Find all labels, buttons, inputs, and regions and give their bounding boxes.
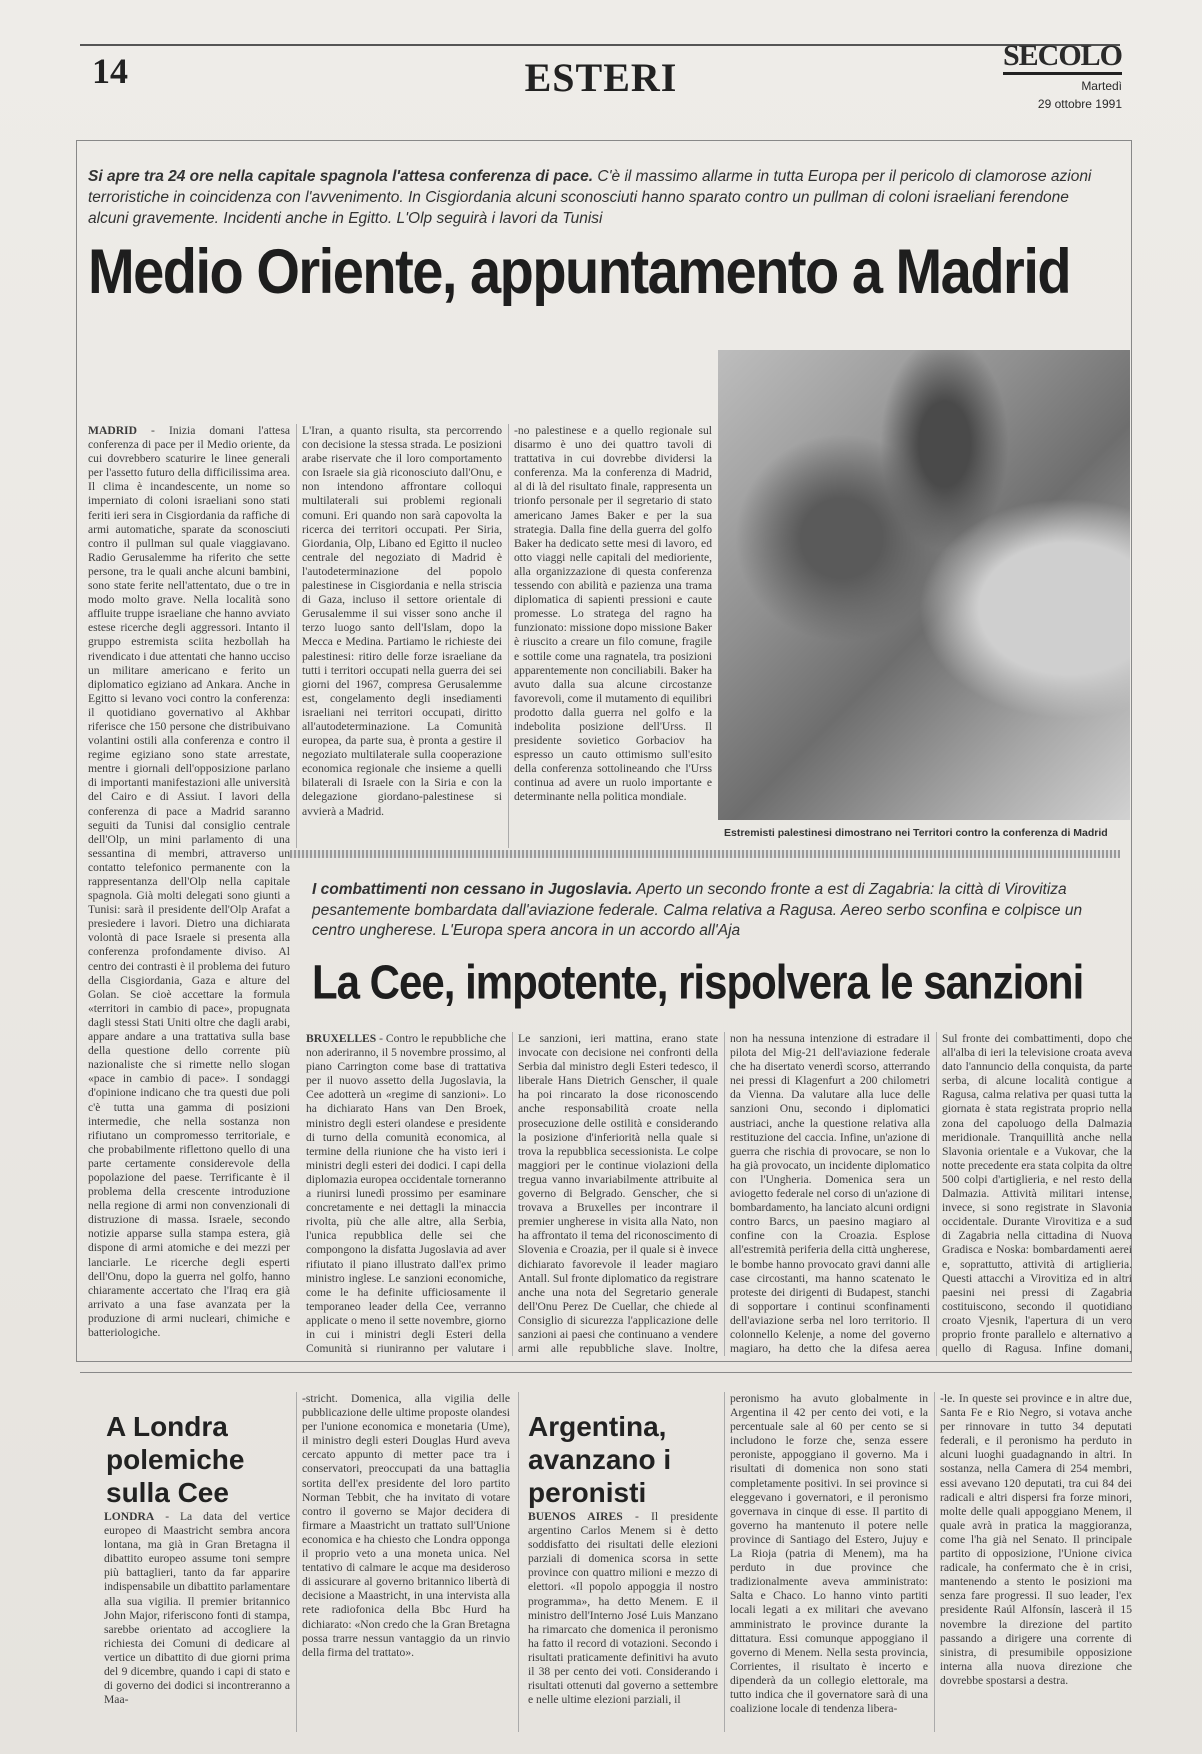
masthead-logo	[1003, 40, 1122, 111]
story1-headline: Medio Oriente, appuntamento a Madrid	[88, 236, 1071, 307]
story4-dateline: BUENOS AIRES	[528, 1510, 623, 1523]
photo-caption: Estremisti palestinesi dimostrano nei Territori contro la conferenza di Madrid	[724, 827, 1108, 839]
story3-dateline: LONDRA	[104, 1510, 155, 1523]
page-number: 14	[92, 51, 128, 91]
story2-summary-text: Aperto un secondo fronte a est di Zagabria: la città di Virovitiza pesantemente bombardata dall'aviazione federale. Calma relativa a Ragusa. Aereo serbo sconfina e colpisce un centro ungherese. L'Europa spera ancora in un accordo all'Aja	[312, 881, 1083, 939]
story4-column-1	[528, 1510, 718, 1730]
story2-column-3	[730, 1032, 930, 1356]
story2-summary	[312, 880, 1092, 942]
column-divider	[724, 1392, 725, 1732]
news-photo	[718, 350, 1130, 820]
story1-column-1	[88, 424, 290, 1364]
story2-column-1	[306, 1032, 506, 1356]
story1-column-2	[302, 424, 502, 842]
story4-column-3	[940, 1392, 1132, 1730]
story3-text-1: - La data del vertice europeo di Maastricht sembra ancora lontana, ma già in Gran Bretagna il dibattito europeo assume toni sempre più battaglieri, tanto da far apparire indispensabile un dibattito parlamentare alla sua vigilia. Il premier britannico John Major, riferiscono fonti di stampa, sarebbe orientato ad accogliere la richiesta dei Comuni di dedicare al vertice un dibattito di due giorni prima del 9 dicembre, quando i capi di stato e di governo dei dodici si incontreranno a Maa-	[104, 1510, 290, 1707]
story3-column-1	[104, 1510, 290, 1730]
story4-headline: Argentina, avanzano i peronisti	[528, 1411, 672, 1508]
story4-text-3: -le. In queste sei province e in altre due, Santa Fe e Rio Negro, si votava anche per rinnovare in tutto 34 deputati federali, e il peronismo ha perduto in alcuni luoghi guadagnando in altri. In sostanza, nella Camera di 254 membri, essi avevano 120 deputati, tra cui 84 dei radicali e altri dispersi fra forze minori, molte delle quali appoggiano Menem, il quale avrà in pratica la maggioranza, come l'ha già nel Senato. Il principale partito di opposizione, l'Unione civica radicale, ha confermato che è in crisi, mantenendo a stento le posizioni ma senza fare progressi. Il suo leader, l'ex presidente Raúl Alfonsín, lascerà il 15 novembre la direzione del partito passando a dirigere una corrente di sinistra, di presumibile opposizione interna alla nuova direzione che dovrebbe spostarsi a destra.	[940, 1392, 1132, 1687]
issue-weekday: Martedì	[1081, 79, 1122, 93]
story4-text-1: - Il presidente argentino Carlos Menem si è detto soddisfatto dei risultati delle elezioni parziali di domenica scorsa in sette province con quattro milioni e mezzo di elettori. «Il popolo appoggia il nostro programma», ha detto Menem. E il ministro dell'Interno José Luis Manzano ha rimarcato che domenica il peronismo ha fatto il record di votazioni. Secondo i risultati praticamente definitivi ha avuto il 38 per cento dei voti. Considerando i risultati ottenuti dal governo a settembre e nelle ultime elezioni parziali, il	[528, 1510, 718, 1707]
column-divider	[296, 1392, 297, 1732]
story3-text-2: -stricht. Domenica, alla vigilia delle pubblicazione delle ultime proposte olandesi per l'unione economica e monetaria (Ume), il ministro degli esteri Douglas Hurd aveva cercato appunto di metter pace tra i conservatori, preoccupati da una battaglia sortita dell'ex presidente del loro partito Norman Tebbit, che ha invitato di votare contro il governo se Major decidera di firmare a Maastricht un trattato sull'Unione economica e ha chiesto che Londra opponga il proprio veto a una moneta unica. Nel tentativo di calmare le acque ma desideroso di assicurare al governo britannico libertà di decisione a Maastricht, in una intervista alla rete radiofonica della Bbc Hurd ha dichiarato: «Non credo che la Gran Bretagna possa trarre nessun vantaggio da un rinvio della firma del trattato».	[302, 1392, 510, 1659]
story2-text-1: - Contro le repubbliche che non aderiranno, il 5 novembre prossimo, al piano Carrington come base di trattativa per il nuovo assetto della Jugoslavia, la Cee adotterà un «regime di sanzioni». Lo ha dichiarato Hans van Den Broek, ministro degli esteri olandese e presidente di turno della comunità economica, al termine della riunione che ha visto ieri i ministri degli esteri dei dodici. I capi della diplomazia europea occidentale torneranno a riunirsi lunedì prossimo per esaminare concretamente e nei dettagli la minaccia rivolta, più che alle altre, alla Serbia, l'unica repubblica delle sei che compongono la disfatta Jugoslavia ad aver rifiutato il piano illustrato dall'ex primo ministro inglese. Le sanzioni economiche, come le ha definite ufficiosamente il temporaneo leader della Cee, verranno applicate o meno il sette novembre, giorno in cui i ministri degli Esteri della Comunità si riuniranno per valutare i	[306, 1032, 506, 1356]
story1-summary	[88, 166, 1102, 229]
story2-column-2	[518, 1032, 718, 1356]
column-divider	[724, 1032, 725, 1356]
section-title: ESTERI	[524, 55, 678, 100]
header-rule	[80, 44, 1120, 46]
column-divider	[934, 1392, 935, 1732]
story2-text-2: Le sanzioni, ieri mattina, erano state invocate con decisione nei confronti della Serbia dal ministro degli Esteri tedesco, il liberale Hans Dietrich Genscher, il quale ha poi rincarato la dose riconoscendo anche responsabilità croate nella prosecuzione delle ostilità e considerando la posizione d'inferiorità nella quale si trova la repubblica secessionista. Le colpe maggiori per le continue violazioni della tregua vanno invariabilmente attribuite al governo di Belgrado. Genscher, che si trovava a Bruxelles per incontrare il premier ungherese in visita alla Nato, non ha affrontato il tema del riconoscimento di Slovenia e Croazia, per il quale si è invece dichiarato favorevole il leader magiaro Antall. Sul fronte diplomatico da registrare anche una nota del Segretario generale dell'Onu Perez De Cuellar, che chiede al Consiglio di sicurezza l'applicazione delle sanzioni ai paesi che continuano a vendere armi alle repubbliche slave. Inoltre,	[518, 1032, 718, 1356]
story2-text-3: non ha nessuna intenzione di estradare il pilota del Mig-21 dell'aviazione federale che ha disertato venerdì scorso, atterrando nei pressi di Klagenfurt a 200 chilometri da Vienna. Da valutare alla luce delle sanzioni Onu, secondo i diplomatici austriaci, anche la questione relativa alla restituzione del caccia. Infine, un'azione di guerra che rischia di provocare, se non lo ha già provocato, un incidente diplomatico con l'Ungheria. Domenica sera un aviogetto federale nel corso di un'azione di bombardamento, ha lanciato alcuni ordigni contro Barcs, un paesino magiaro al confine con la Croazia. Esplose all'estremità periferia della città ungherese, le bombe hanno provocato gravi danni alle case circostanti, ma hanno scatenato le proteste dei dirigenti di Budapest, stanchi di sopportare i continui sconfinamenti dell'aviazione serba nel loro territorio. Il colonnello Kelenje, a nome del governo magiaro, ha detto che la difesa aerea	[730, 1032, 930, 1356]
story1-text-2: L'Iran, a quanto risulta, sta percorrendo con decisione la stessa strada. Le posizioni arabe riservate che il loro comportamento con Israele sia già riconosciuto dall'Onu, e non intendono affrontare colloqui multilaterali sui problemi regionali comuni. Eri quando non sarà capovolta la ricerca dei territori occupati. Per Siria, Giordania, Olp, Libano ed Egitto il nucleo centrale del negoziato di Madrid è l'autodeterminazione del popolo palestinese in Cisgiordania e nella striscia di Gaza, incluso il settore orientale di Gerusalemme il sui visser sono anche il terzo luogo santo dell'Islam, dopo la Mecca e Medina. Partiamo le richieste dei palestinesi: ritiro delle forze israeliane da tutti i territori occupati nella guerra dei sei giorni del 1967, compresa Gerusalemme est, congelamento degli insediamenti israeliani nei territori occupati, diritto all'autodeterminazione. La Comunità europea, da parte sua, è pronta a gestire il negoziato multilaterale sulla cooperazione economica regionale che insieme a quelli bilaterali di Israele con la Siria e con la delegazione giordano-palestinese si avvierà a Madrid.	[302, 424, 502, 818]
story2-dateline: BRUXELLES	[306, 1032, 377, 1045]
bottom-rule	[80, 1372, 1132, 1373]
issue-date: 29 ottobre 1991	[1037, 97, 1122, 111]
story1-text-1: - Inizia domani l'attesa conferenza di pace per il Medio oriente, da cui dovrebbero scaturire le linee generali per l'assetto futuro della difficilissima area. Il clima è incandescente, un nome so imperniato di coloni israeliani sono stati feriti ieri sera in Cisgiordania da raffiche di armi automatiche, sparate da sconosciuti contro il pullman sul quale viaggiavano. Radio Gerusalemme ha riferito che sette persone, tra le quali anche alcuni bambini, sono state ferite nell'attentato, due o tre in modo molto grave. Nella località sono affluite truppe israeliane che hanno avviato estese ricerche degli aggressori. Intanto il gruppo estremista sciita hezbollah ha rivendicato i due attentati che hanno ucciso un militare americano e ferito un diplomatico egiziano ad Ankara. Anche in Egitto si levano voci contro la conferenza: il quotidiano governativo al Akhbar riferisce che 150 persone che distribuivano volantini ostili alla conferenza e contro il regime egiziano sono state arrestate, mentre i giornali dell'opposizione parlano di importanti manifestazioni alle università del Cairo e di Assiut. I lavori della conferenza di pace a Madrid saranno seguiti da Tunisi dal consiglio centrale dell'Olp, un mini parlamento di una sessantina di membri, attraverso un contatto telefonico permanente con la rappresentanza dell'Olp nella capitale spagnola. Già molti delegati sono giunti a Tunisi: sarà il presidente dell'Olp Arafat a presiedere i lavori. Dietro una dichiarata volontà di pace Israele si presenta alla conferenza profondamente diviso. Al centro dei contrasti è il problema dei futuro della Cisgiordania, Gaza e alture del Golan. Se cioè accettare la formula «territori in cambio di pace», propugnata dagli stessi Stati Uniti oltre che dagli arabi, appare andare a una trattativa sulla base della questione dello corrente più nazionaliste che si rimette nello slogan «pace in cambio di pace». I sondaggi d'opinione indicano che tra questi due poli c'è tutta una gamma di posizioni intermedie, che nella sostanza non rifiutano un compromesso territoriale, e che probabilmente riflettono quello di una parte certamente considerevole della popolazione del paese. Terrificante è il problema della crescente introduzione nella regione di armi non convenzionali di distruzione di massa. Israele, secondo notizie apparse sulla stampa estera, già dispone di armi atomiche e dei mezzi per lanciarle. Le ricerche degli esperti dell'Onu, dopo la guerra nel golfo, hanno chiaramente accertato che l'Iraq era già arrivato a una fase avanzata per la produzione di armi nucleari, chimiche e batteriologiche.	[88, 424, 290, 1339]
story2-column-4	[942, 1032, 1132, 1356]
story1-text-3: -no palestinese e a quello regionale sul disarmo è uno dei quattro tavoli di trattativa in cui dovrebbe dividersi la conferenza. Ma la conferenza di Madrid, al di là del risultato finale, rappresenta un trionfo personale per il segretario di stato americano James Baker e per la sua strategia. Dalla fine della guerra del golfo Baker ha dedicato sette mesi di lavoro, ed otto viaggi nelle capitali del medioriente, alla organizzazione di questa conferenza tessendo con abilità e pazienza una trama diplomatica di sapienti pressioni e caute promesse. Lo stratega del ragno ha funzionato: missione dopo missione Baker è riuscito a creare un filo comune, fragile e sottile come una ragnatela, tra posizioni apparentemente non conciliabili. Baker ha avuto dalla sua alcune circostanze favorevoli, come il mutamento di equilibri prodotto dalla guerra nel golfo e la indebolita posizione dell'Urss. Il presidente sovietico Gorbaciov ha espresso un cauto ottimismo sull'esito della conferenza sottolineando che l'Urss continua ad avere un ruolo importante e determinante nella politica mondiale.	[514, 424, 712, 804]
story3-headline: A Londra polemiche sulla Cee	[106, 1411, 245, 1508]
story4-text-2: peronismo ha avuto globalmente in Argentina il 42 per cento dei voti, e la percentuale sale al 60 per cento se si includono le forze che, senza essere peroniste, appoggiano il governo. Ma i risultati di domenica non sono stati completamente positivi. In sei province si eleggevano i governatori, e il peronismo governava in cinque di esse. Il partito di governo ha mantenuto il potere nelle province di Santiago del Estero, Jujuy e La Rioja (patria di Menem), ma ha perduto in due province che tradizionalmente aveva amministrato: Salta e Chaco. Lo hanno vinto partiti locali legati a ex militari che avevano amministrato le province durante la dittatura. Essi comunque appoggiano il governo di Menem. Nella sesta provincia, Corrientes, il risultato è incerto e dipenderà da un collegio elettorale, ma tutto indica che il governatore sarà di una coalizione locale di tendenza libera-	[730, 1392, 928, 1716]
column-divider	[296, 424, 297, 848]
story2-summary-lead: I combattimenti non cessano in Jugoslavia.	[312, 881, 633, 898]
story1-summary-text: C'è il massimo allarme in tutta Europa per il pericolo di clamorose azioni terroristiche in coincidenza con l'avvenimento. In Cisgiordania alcuni sconosciuti hanno sparato contro un pullman di coloni israeliani ferendone alcuni gravemente. Incidenti anche in Egitto. L'Olp seguirà i lavori da Tunisi	[88, 168, 1092, 227]
story1-summary-lead: Si apre tra 24 ore nella capitale spagnola l'attesa conferenza di pace.	[88, 168, 594, 185]
story4-column-2	[730, 1392, 928, 1730]
story3-column-2	[302, 1392, 510, 1730]
story1-dateline: MADRID	[88, 424, 137, 437]
story1-column-3	[514, 424, 712, 842]
column-divider	[512, 1032, 513, 1356]
section-rule	[290, 850, 1120, 858]
column-divider	[508, 424, 509, 848]
story2-text-4: Sul fronte dei combattimenti, dopo che all'alba di ieri la televisione croata aveva dato l'annuncio della conquista, da parte serba, di alcune località contigue a Ragusa, calma relativa per quasi tutta la giornata è stata registrata proprio nella zona del capoluogo della Dalmazia meridionale. Tranquillità anche nella Slavonia orientale e a Vukovar, che la notte precedente era stata colpita da oltre 500 colpi d'artiglieria, e nel resto della Dalmazia. Attività militari intense, invece, si sono registrate in Slavonia occidentale. Durante Virovitiza e a sud di Zagabria nella cittadina di Nuova Gradisca e Noska: bombardamenti aerei e, soprattutto, attività di artiglieria. Questi attacchi a Virovitiza ed in altri paesini nei pressi di Zagabria costituiscono, secondo il quotidiano croato Vjesnik, l'apertura di un vero proprio fronte parallelo e alternativo a quello di Ragusa. Infine domani,	[942, 1032, 1132, 1356]
column-divider	[936, 1032, 937, 1356]
logo-text: SECOLO	[1003, 40, 1122, 75]
column-divider	[518, 1392, 519, 1732]
story2-headline: La Cee, impotente, rispolvera le sanzioni	[312, 955, 1084, 1010]
